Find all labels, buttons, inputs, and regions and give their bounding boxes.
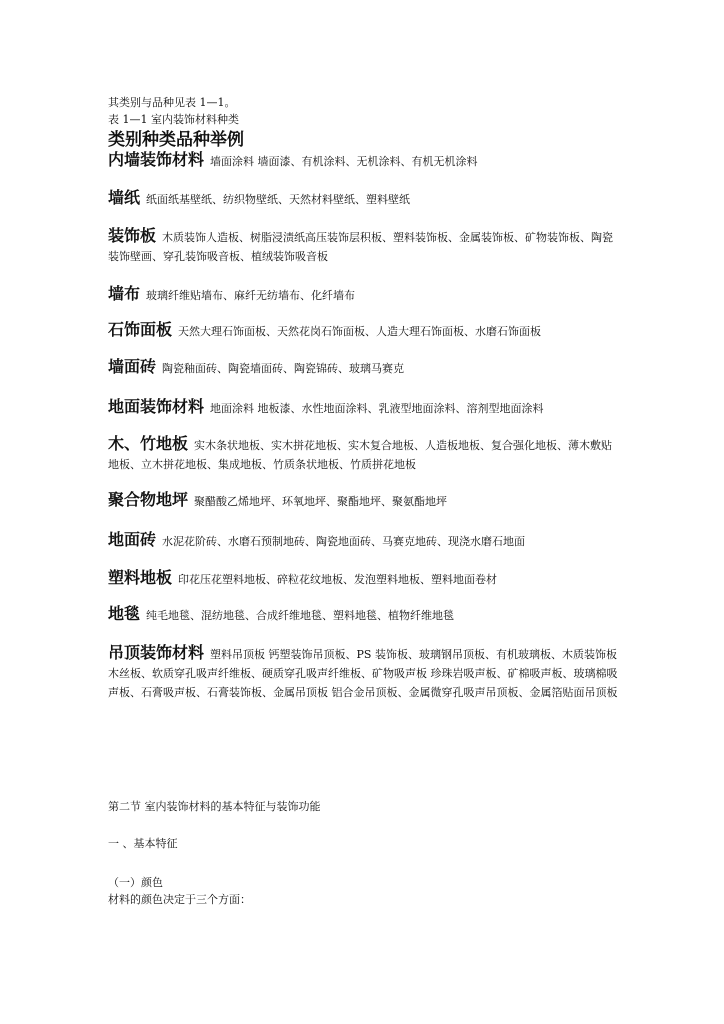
section-subtitle: 一 、基本特征 [108,837,178,850]
category-row [108,397,620,418]
category-items: 玻璃纤维贴墙布、麻纤无纺墙布、化纤墙布 [146,289,356,302]
category-name: 石饰面板 [108,320,173,339]
category-items: 陶瓷釉面砖、陶瓷墙面砖、陶瓷锦砖、玻璃马赛克 [162,362,405,375]
category-items: 纯毛地毯、混纺地毯、合成纤维地毯、塑料地毯、植物纤维地毯 [146,609,455,622]
category-items: 印花压花塑料地板、碎粒花纹地板、发泡塑料地板、塑料地面卷材 [178,573,498,586]
category-row [108,643,620,702]
category-items: 纸面纸基壁纸、纺织物壁纸、天然材料壁纸、塑料壁纸 [146,193,411,206]
category-row [108,320,620,341]
table-header: 类别种类品种举例 [108,130,244,150]
category-row [108,188,620,209]
category-name: 地面装饰材料 [108,397,205,416]
category-row [108,226,620,266]
category-name: 塑料地板 [108,568,173,587]
category-items: 地面涂料 地板漆、水性地面涂料、乳液型地面涂料、溶剂型地面涂料 [210,402,544,415]
category-items: 实木条状地板、实木拼花地板、实木复合地板、人造板地板、复合强化地板、薄木敷贴地板、立木拼花地板、集成地板、竹质条状地板、竹质拼花地板 [108,439,613,471]
category-row [108,530,620,551]
category-items: 木质装饰人造板、树脂浸渍纸高压装饰层积板、塑料装饰板、金属装饰板、矿物装饰板、陶瓷装饰壁画、穿孔装饰吸音板、植绒装饰吸音板 [108,231,614,263]
category-items: 水泥花阶砖、水磨石预制地砖、陶瓷地面砖、马赛克地砖、现浇水磨石地面 [162,535,526,548]
category-name: 地毯 [108,604,141,623]
category-name: 墙布 [108,284,141,303]
category-name: 内墙装饰材料 [108,150,205,169]
category-name: 吊顶装饰材料 [108,643,205,662]
category-row [108,150,620,171]
intro-line: 其类别与品种见表 1—1。 [108,96,236,109]
section-title: 第二节 室内装饰材料的基本特征与装饰功能 [108,800,321,813]
category-row [108,357,620,378]
category-name: 地面砖 [108,530,157,549]
table-caption: 表 1—1 室内装饰材料种类 [108,113,239,126]
category-row [108,434,620,474]
category-name: 木、竹地板 [108,434,189,453]
section-sub-item: （一）颜色 [108,876,163,889]
category-name: 聚合物地坪 [108,490,189,509]
category-name: 墙纸 [108,188,141,207]
category-items: 塑料吊顶板 钙塑装饰吊顶板、PS 装饰板、玻璃钢吊顶板、有机玻璃板、木质装饰板 木丝板、软质穿孔吸声纤维板、硬质穿孔吸声纤维板、矿物吸声板 珍珠岩吸声板、矿棉吸声板、玻璃棉吸声板、石膏吸声板、石膏装饰板、金属吊顶板 铝合金吊顶板、金属微穿孔吸声吊顶板、金属箔贴面吊顶板 [108,648,618,699]
category-items: 天然大理石饰面板、天然花岗石饰面板、人造大理石饰面板、水磨石饰面板 [178,325,542,338]
category-row [108,490,620,511]
section-sentence: 材料的颜色决定于三个方面： [108,893,251,906]
category-items: 墙面涂料 墙面漆、有机涂料、无机涂料、有机无机涂料 [210,155,478,168]
category-name: 装饰板 [108,226,157,245]
category-items: 聚醋酸乙烯地坪、环氧地坪、聚酯地坪、聚氨酯地坪 [194,495,448,508]
category-row [108,284,620,305]
category-row [108,604,620,625]
category-row [108,568,620,589]
category-name: 墙面砖 [108,357,157,376]
